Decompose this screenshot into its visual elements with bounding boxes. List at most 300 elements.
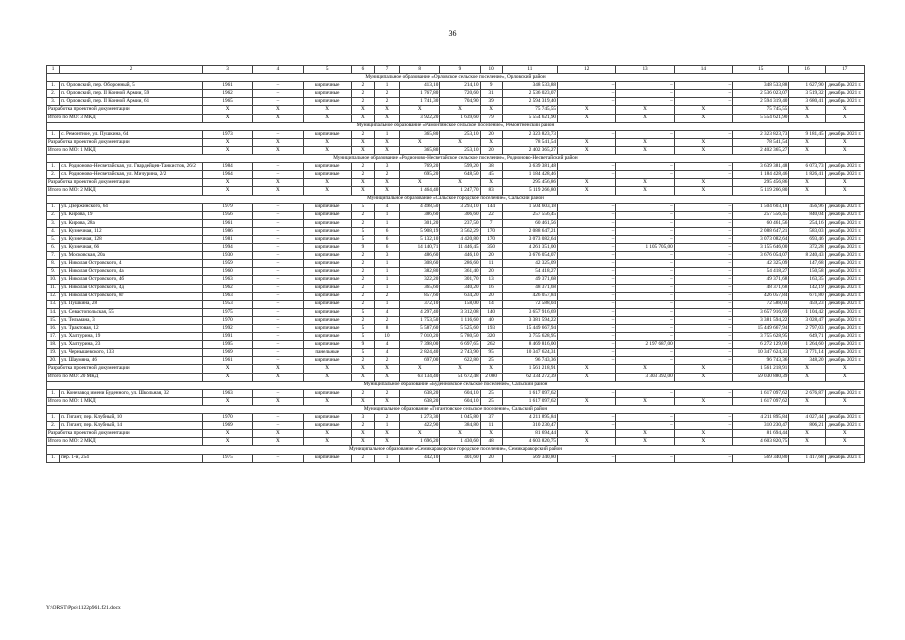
table-cell: –: [253, 260, 303, 268]
table-cell: 1 617 097,62: [733, 389, 789, 397]
table-cell: X: [253, 373, 303, 381]
table-cell: 72 588,04: [733, 300, 789, 308]
table-cell: 9: [351, 244, 374, 252]
table-cell: X: [825, 179, 864, 187]
table-cell: –: [674, 163, 732, 171]
address-cell: п. Конезавод имени Буденного, ул. Школьная, 32: [60, 389, 203, 397]
table-cell: кирпичные: [303, 389, 351, 397]
table-cell: 1 561 218,91: [733, 365, 789, 373]
table-cell: 372,10: [400, 300, 440, 308]
table-cell: 361,40: [440, 268, 480, 276]
table-cell: 14 140,71: [400, 244, 440, 252]
column-number: 1: [47, 66, 60, 74]
table-cell: декабрь 2021 г.: [825, 308, 864, 316]
table-cell: 2 536 023,07: [502, 90, 557, 98]
summary-label: Разработка проектной документации: [47, 138, 203, 146]
table-cell: X: [480, 138, 502, 146]
table-cell: декабрь 2021 г.: [825, 349, 864, 357]
table-cell: 2 323 823,73: [733, 130, 789, 138]
table-cell: –: [674, 260, 732, 268]
summary-label: Разработка проектной документации: [47, 106, 203, 114]
table-cell: 2: [374, 98, 399, 106]
table-cell: –: [253, 227, 303, 235]
table-cell: 25: [480, 357, 502, 365]
table-cell: –: [616, 389, 674, 397]
table-cell: 4 261 351,00: [502, 244, 557, 252]
table-cell: –: [253, 300, 303, 308]
table-cell: 442,10: [400, 454, 440, 462]
table-cell: 170: [480, 235, 502, 243]
table-cell: –: [558, 90, 616, 98]
table-row: [47, 203, 865, 211]
table-cell: X: [558, 138, 616, 146]
table-cell: 83: [480, 187, 502, 195]
table-cell: 2 594 319,40: [733, 98, 789, 106]
table-cell: декабрь 2021 г.: [825, 211, 864, 219]
table-cell: 1981: [202, 235, 252, 243]
table-cell: 1962: [202, 284, 252, 292]
table-cell: –: [616, 422, 674, 430]
table-cell: –: [674, 219, 732, 227]
table-cell: 2: [351, 276, 374, 284]
table-cell: 11.: [47, 284, 60, 292]
table-cell: –: [558, 389, 616, 397]
table-cell: –: [253, 211, 303, 219]
table-row: [47, 227, 865, 235]
table-cell: 1979: [202, 203, 252, 211]
table-cell: 1: [374, 284, 399, 292]
table-cell: –: [558, 422, 616, 430]
table-cell: 2 088 647,21: [502, 227, 557, 235]
table-cell: X: [253, 146, 303, 154]
table-cell: 7.: [47, 252, 60, 260]
column-number: 7: [374, 66, 399, 74]
table-cell: 7 010,20: [400, 333, 440, 341]
table-cell: 4: [374, 308, 399, 316]
table-cell: X: [253, 114, 303, 122]
table-cell: X: [674, 438, 732, 446]
table-cell: 3 639 381,48: [502, 163, 557, 171]
table-cell: 5 132,10: [400, 235, 440, 243]
table-row: [47, 82, 865, 90]
table-cell: –: [253, 325, 303, 333]
table-cell: X: [674, 430, 732, 438]
table-cell: 10.: [47, 276, 60, 284]
table-cell: X: [674, 138, 732, 146]
table-cell: декабрь 2021 г.: [825, 235, 864, 243]
table-cell: 22: [480, 211, 502, 219]
table-cell: –: [616, 308, 674, 316]
municipality-heading: Муниципальное образование «Орловское сельское поселение», Орловский район: [47, 74, 865, 82]
table-cell: 4 211 895,84: [502, 414, 557, 422]
table-cell: 3: [351, 414, 374, 422]
summary-row: [47, 438, 865, 446]
table-cell: –: [558, 308, 616, 316]
table-cell: X: [303, 138, 351, 146]
table-cell: X: [616, 106, 674, 114]
table-cell: 3 771,14: [789, 349, 825, 357]
table-cell: 4 211 895,84: [733, 414, 789, 422]
table-cell: 163,35: [789, 276, 825, 284]
table-cell: 18.: [47, 341, 60, 349]
address-cell: ул. Чернышевского, 133: [60, 349, 203, 357]
table-cell: 634,20: [440, 292, 480, 300]
municipality-heading: Муниципальное образование «Гигантовское сельское поселение», Сальский район: [47, 405, 865, 413]
table-cell: 170: [480, 227, 502, 235]
table-cell: 348 533,88: [733, 82, 789, 90]
table-cell: декабрь 2021 г.: [825, 82, 864, 90]
table-cell: 446,10: [440, 252, 480, 260]
table-cell: 486,60: [400, 252, 440, 260]
table-cell: 693,46: [789, 235, 825, 243]
table-cell: 5.: [47, 235, 60, 243]
table-cell: 2: [351, 357, 374, 365]
table-cell: кирпичные: [303, 422, 351, 430]
address-cell: ул. Кузнечная, 66: [60, 244, 203, 252]
column-number: 17: [825, 66, 864, 74]
table-cell: 1969: [202, 349, 252, 357]
table-cell: 25: [480, 389, 502, 397]
table-cell: X: [825, 114, 864, 122]
table-cell: 4: [374, 349, 399, 357]
table-cell: 9.: [47, 268, 60, 276]
address-cell: ул. Трактовая, 12: [60, 325, 203, 333]
table-cell: 1.: [47, 414, 60, 422]
table-cell: декабрь 2021 г.: [825, 300, 864, 308]
table-cell: 840,04: [789, 211, 825, 219]
table-row: [47, 357, 865, 365]
table-cell: –: [253, 308, 303, 316]
table-cell: декабрь 2021 г.: [825, 98, 864, 106]
table-cell: 2: [351, 389, 374, 397]
column-number: 16: [789, 66, 825, 74]
summary-label: Итого по МО: 1 МКД: [47, 397, 203, 405]
table-cell: 10 347 624,31: [733, 349, 789, 357]
table-cell: X: [789, 138, 825, 146]
capital-repair-register-table: [46, 65, 865, 463]
column-number: 9: [440, 66, 480, 74]
table-cell: –: [253, 130, 303, 138]
table-cell: 1986: [202, 227, 252, 235]
table-cell: 81 694,44: [733, 430, 789, 438]
table-cell: 6 697,65: [440, 341, 480, 349]
table-cell: 1.: [47, 454, 60, 462]
table-cell: 75 745,55: [502, 106, 557, 114]
table-cell: –: [558, 292, 616, 300]
table-cell: декабрь 2021 г.: [825, 414, 864, 422]
table-cell: X: [374, 397, 399, 405]
table-cell: 96 743,36: [733, 357, 789, 365]
table-cell: –: [558, 227, 616, 235]
table-cell: 1 464,40: [400, 187, 440, 195]
table-cell: 2 594 319,40: [502, 98, 557, 106]
table-cell: декабрь 2021 г.: [825, 325, 864, 333]
table-cell: 42 325,09: [502, 260, 557, 268]
table-cell: –: [558, 82, 616, 90]
table-cell: –: [253, 252, 303, 260]
table-cell: –: [674, 300, 732, 308]
municipality-heading: Муниципальное образование «Родионово-Несветайское сельское поселение», Родионово-Несветайский район: [47, 155, 865, 163]
table-cell: 1.: [47, 389, 60, 397]
table-cell: 51 672,48: [440, 373, 480, 381]
table-cell: декабрь 2021 г.: [825, 260, 864, 268]
address-cell: ул. Халтурина, 19: [60, 333, 203, 341]
table-cell: X: [558, 438, 616, 446]
table-cell: –: [616, 171, 674, 179]
table-cell: –: [253, 268, 303, 276]
table-cell: 15 449 667,94: [502, 325, 557, 333]
table-cell: 638,20: [400, 397, 440, 405]
table-cell: 1.: [47, 163, 60, 171]
table-cell: кирпичные: [303, 260, 351, 268]
table-cell: X: [674, 146, 732, 154]
table-cell: X: [674, 187, 732, 195]
table-cell: 301,20: [400, 219, 440, 227]
table-cell: –: [558, 414, 616, 422]
table-cell: декабрь 2021 г.: [825, 203, 864, 211]
table-cell: 262: [480, 341, 502, 349]
table-cell: X: [253, 138, 303, 146]
table-cell: 1961: [202, 219, 252, 227]
table-cell: X: [351, 187, 374, 195]
table-cell: X: [351, 106, 374, 114]
table-cell: X: [351, 373, 374, 381]
table-cell: 20: [480, 292, 502, 300]
table-cell: X: [303, 187, 351, 195]
table-cell: –: [616, 130, 674, 138]
table-cell: 3 312,08: [440, 308, 480, 316]
table-cell: 95: [480, 349, 502, 357]
summary-label: Итого по МО: 20 МКД: [47, 373, 203, 381]
table-cell: 15 449 667,94: [733, 325, 789, 333]
table-cell: 1: [374, 82, 399, 90]
municipality-section-row: [47, 381, 865, 389]
table-cell: 5 119 266,80: [502, 187, 557, 195]
table-cell: –: [616, 300, 674, 308]
table-cell: 3 073 082,64: [733, 235, 789, 243]
table-cell: –: [616, 98, 674, 106]
table-cell: –: [674, 276, 732, 284]
table-cell: 72 588,04: [502, 300, 557, 308]
table-cell: X: [558, 106, 616, 114]
table-cell: –: [616, 211, 674, 219]
table-cell: 1 767,80: [400, 90, 440, 98]
table-cell: –: [558, 252, 616, 260]
table-cell: X: [303, 365, 351, 373]
table-cell: 1: [374, 268, 399, 276]
table-cell: кирпичные: [303, 325, 351, 333]
table-cell: декабрь 2021 г.: [825, 268, 864, 276]
table-cell: 426 057,84: [733, 292, 789, 300]
table-cell: декабрь 2021 г.: [825, 276, 864, 284]
table-cell: –: [253, 414, 303, 422]
address-cell: п. Гигант, пер. Клубный, 10: [60, 414, 203, 422]
table-cell: 1 826,41: [789, 171, 825, 179]
table-cell: 1.: [47, 130, 60, 138]
table-cell: декабрь 2021 г.: [825, 219, 864, 227]
table-cell: X: [616, 114, 674, 122]
municipality-section-row: [47, 155, 865, 163]
table-cell: –: [616, 454, 674, 462]
table-cell: 695,20: [400, 171, 440, 179]
table-cell: 1959: [202, 260, 252, 268]
table-cell: 49 371,68: [502, 276, 557, 284]
table-cell: 54 418,27: [502, 268, 557, 276]
table-cell: 348 533,88: [502, 82, 557, 90]
table-cell: X: [558, 397, 616, 405]
table-cell: 1975: [202, 308, 252, 316]
table-cell: –: [253, 284, 303, 292]
table-cell: X: [400, 430, 440, 438]
table-cell: X: [351, 114, 374, 122]
table-cell: X: [202, 438, 252, 446]
table-cell: декабрь 2021 г.: [825, 292, 864, 300]
table-cell: 1 184 428,46: [502, 171, 557, 179]
table-cell: 6: [374, 235, 399, 243]
table-cell: –: [616, 284, 674, 292]
address-cell: ул. Кирова, 19: [60, 211, 203, 219]
table-cell: кирпичные: [303, 203, 351, 211]
table-cell: 17.: [47, 333, 60, 341]
table-cell: 2: [351, 260, 374, 268]
table-cell: X: [374, 438, 399, 446]
table-cell: –: [616, 163, 674, 171]
table-cell: –: [558, 260, 616, 268]
summary-row: [47, 187, 865, 195]
table-cell: 7 398,00: [400, 341, 440, 349]
table-cell: 365,80: [400, 146, 440, 154]
table-cell: –: [674, 235, 732, 243]
table-cell: X: [400, 179, 440, 187]
table-cell: X: [558, 179, 616, 187]
table-cell: 75 745,55: [733, 106, 789, 114]
table-cell: 1953: [202, 300, 252, 308]
table-cell: X: [789, 146, 825, 154]
table-cell: 3 676 054,07: [502, 252, 557, 260]
address-cell: ул. Николая Островского, 4а: [60, 268, 203, 276]
table-cell: –: [253, 82, 303, 90]
address-cell: ул. Шаумяна, 46: [60, 357, 203, 365]
table-cell: 2: [351, 163, 374, 171]
table-cell: –: [253, 357, 303, 365]
table-cell: X: [374, 106, 399, 114]
table-cell: –: [616, 203, 674, 211]
table-cell: 254,16: [789, 219, 825, 227]
summary-row: [47, 397, 865, 405]
table-cell: X: [674, 397, 732, 405]
table-cell: X: [480, 365, 502, 373]
table-cell: 2 676,87: [789, 389, 825, 397]
table-cell: кирпичные: [303, 316, 351, 324]
table-cell: X: [789, 365, 825, 373]
table-cell: 9: [480, 82, 502, 90]
table-cell: 1956: [202, 211, 252, 219]
table-cell: X: [440, 179, 480, 187]
table-cell: 257 556,45: [502, 211, 557, 219]
table-cell: X: [303, 373, 351, 381]
table-cell: 308,60: [400, 260, 440, 268]
table-cell: X: [303, 106, 351, 114]
municipality-heading: Муниципальное образование «Семикаракорское городское поселение», Семикаракорский район: [47, 446, 865, 454]
table-cell: 1970: [202, 316, 252, 324]
table-cell: 857,60: [400, 292, 440, 300]
table-cell: 237,50: [440, 219, 480, 227]
table-cell: X: [674, 365, 732, 373]
address-cell: п. Орловский, пер. II Конной Армии, 59: [60, 90, 203, 98]
table-cell: 1 264,60: [789, 341, 825, 349]
table-cell: 2: [351, 300, 374, 308]
table-cell: 569 340,80: [733, 454, 789, 462]
table-cell: 3 562,29: [440, 227, 480, 235]
table-cell: X: [440, 430, 480, 438]
table-cell: X: [374, 187, 399, 195]
table-cell: 5 780,50: [440, 333, 480, 341]
table-cell: кирпичные: [303, 227, 351, 235]
table-cell: –: [674, 268, 732, 276]
table-cell: кирпичные: [303, 219, 351, 227]
table-cell: 1969: [202, 422, 252, 430]
table-cell: 1 617 097,62: [502, 389, 557, 397]
table-cell: 1964: [202, 171, 252, 179]
table-cell: 3 755 628,95: [733, 333, 789, 341]
table-cell: декабрь 2021 г.: [825, 90, 864, 98]
table-cell: 1930: [202, 252, 252, 260]
table-cell: 8: [374, 325, 399, 333]
table-cell: 147,68: [789, 260, 825, 268]
table-cell: 1 561 218,91: [502, 365, 557, 373]
table-cell: –: [253, 292, 303, 300]
summary-row: [47, 179, 865, 187]
table-cell: X: [789, 430, 825, 438]
table-cell: –: [558, 325, 616, 333]
column-number: 13: [616, 66, 674, 74]
municipality-section-row: [47, 122, 865, 130]
table-cell: 1: [374, 454, 399, 462]
table-cell: X: [400, 106, 440, 114]
table-row: [47, 292, 865, 300]
table-cell: X: [480, 430, 502, 438]
table-cell: –: [616, 90, 674, 98]
table-cell: –: [674, 211, 732, 219]
table-row: [47, 90, 865, 98]
column-number: 5: [303, 66, 351, 74]
table-cell: –: [558, 357, 616, 365]
table-cell: декабрь 2021 г.: [825, 171, 864, 179]
column-number: 3: [202, 66, 252, 74]
table-cell: 9: [351, 341, 374, 349]
document-path-footer: Y:\ORST\Ppo\1122p961.f21.docx: [46, 605, 121, 611]
table-cell: 2: [351, 90, 374, 98]
table-cell: –: [674, 325, 732, 333]
table-cell: 2 080: [480, 373, 502, 381]
table-cell: 2 323 823,73: [502, 130, 557, 138]
table-row: [47, 308, 865, 316]
column-number: 2: [60, 66, 203, 74]
table-cell: кирпичные: [303, 300, 351, 308]
address-cell: п. Орловский, пер. II Конной Армии, 61: [60, 98, 203, 106]
table-row: [47, 244, 865, 252]
address-cell: ул. Кузнечная, 128: [60, 235, 203, 243]
table-cell: 1: [374, 260, 399, 268]
table-cell: X: [825, 146, 864, 154]
table-cell: 7: [480, 219, 502, 227]
column-number: 6: [351, 66, 374, 74]
table-cell: 11 446,45: [440, 244, 480, 252]
table-cell: X: [480, 106, 502, 114]
table-row: [47, 316, 865, 324]
table-cell: 1: [374, 276, 399, 284]
table-cell: –: [253, 316, 303, 324]
